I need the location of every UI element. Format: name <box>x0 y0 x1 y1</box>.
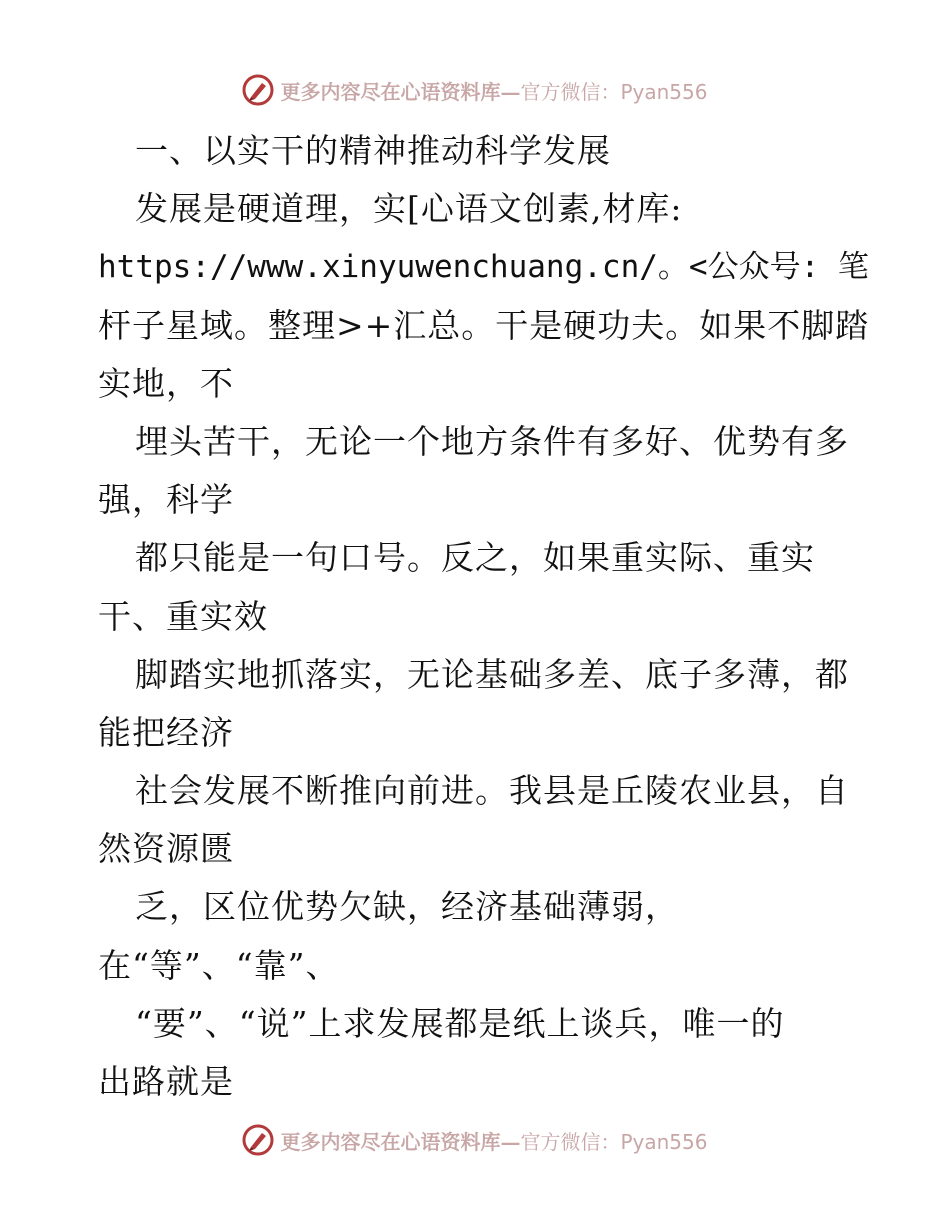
paragraph-line: 出路就是 <box>98 1062 234 1101</box>
document-body <box>98 122 870 1111</box>
paragraph-line: 脚踏实地抓落实，无论基础多差、底子多薄，都 <box>135 654 849 694</box>
pen-logo-icon <box>242 1124 274 1156</box>
footer-banner-wechat: 官方微信：Pyan556 <box>520 1129 708 1154</box>
paragraph-line: 实地，不 <box>98 363 234 403</box>
paragraph-line: 在“等”、“靠”、 <box>98 945 340 985</box>
header-banner-text: 更多内容尽在心语资料库— <box>280 79 521 104</box>
paragraph-line: 乏，区位优势欠缺，经济基础薄弱， <box>135 887 679 927</box>
paragraph-line: 埋头苦干，无论一个地方条件有多好、优势有多 <box>135 421 849 461</box>
paragraph-line: 社会发展不断推向前进。我县是丘陵农业县，自 <box>135 771 849 811</box>
header-banner <box>0 70 950 110</box>
paragraph-line: 杆子星域。整理>+汇总。干是硬功夫。如果不脚踏 <box>98 305 870 345</box>
paragraph-line: 然资源匮 <box>98 829 234 869</box>
paragraph-line: 发展是硬道理，实[心语文创素,材库: <box>135 189 683 229</box>
footer-banner-text: 更多内容尽在心语资料库— <box>280 1129 521 1154</box>
paragraph-line: https://www.xinyuwenchuang.cn/。<公众号: 笔 <box>98 249 869 286</box>
pen-logo-icon <box>242 74 274 106</box>
paragraph-line: 都只能是一句口号。反之，如果重实际、重实 <box>135 538 815 578</box>
header-banner-wechat: 官方微信：Pyan556 <box>520 79 708 104</box>
paragraph-line: 强，科学 <box>98 480 234 520</box>
paragraph-line: “要”、“说”上求发展都是纸上谈兵，唯一的 <box>135 1003 785 1043</box>
section-heading: 一、以实干的精神推动科学发展 <box>135 131 611 170</box>
paragraph-line: 干、重实效 <box>98 596 268 636</box>
paragraph-line: 能把经济 <box>98 712 234 752</box>
footer-banner <box>0 1120 950 1160</box>
